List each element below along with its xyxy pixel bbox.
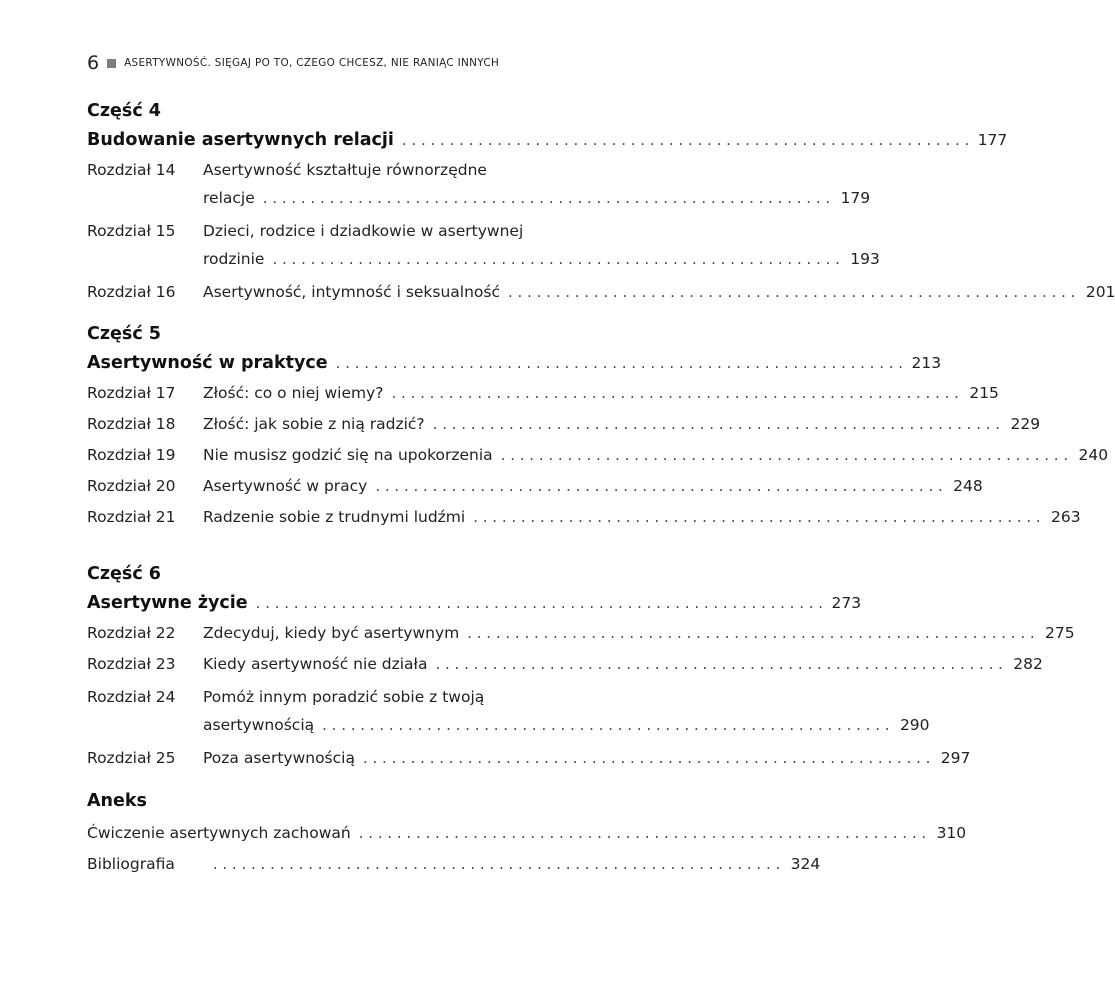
part-label: Część 5 — [87, 324, 161, 344]
part-page-number: 213 — [911, 354, 942, 372]
annex-entry — [87, 849, 821, 880]
part-label: Część 6 — [87, 564, 161, 584]
chapter-title-line — [203, 155, 870, 186]
chapter-title-line — [203, 471, 983, 502]
chapter-title-continued: rodzinie — [203, 250, 265, 268]
chapter-page-number: 290 — [899, 716, 930, 734]
chapter-entry — [87, 216, 880, 271]
chapter-page-number: 179 — [840, 189, 871, 207]
part-title-row — [87, 348, 942, 378]
chapter-label: Rozdział 15 — [87, 222, 176, 240]
dot-leader — [473, 502, 1040, 533]
chapter-title: Zdecyduj, kiedy być asertywnym — [203, 624, 460, 642]
annex-entry-title: Bibliografia — [87, 855, 175, 873]
running-header — [87, 52, 499, 74]
chapter-title-line — [203, 277, 1115, 308]
part-title-row — [87, 588, 862, 618]
chapter-page-number: 282 — [1013, 655, 1043, 673]
chapter-entry — [87, 743, 971, 774]
chapter-label: Rozdział 14 — [87, 161, 176, 179]
chapter-body — [203, 440, 1108, 471]
part-6-section — [87, 560, 1075, 774]
annex-entry — [87, 818, 967, 849]
chapter-page-number: 215 — [969, 384, 999, 402]
chapter-title-line — [203, 378, 999, 409]
part-title: Asertywne życie — [87, 593, 248, 613]
chapter-title-line — [203, 713, 930, 737]
chapter-label: Rozdział 16 — [87, 283, 176, 301]
chapter-entry — [87, 440, 1109, 471]
part-title-row — [87, 125, 1008, 155]
chapter-title: Poza asertywnością — [203, 749, 355, 767]
chapter-title: Złość: co o niej wiemy? — [203, 384, 384, 402]
part-label: Część 4 — [87, 101, 161, 121]
dot-leader — [213, 849, 780, 880]
chapter-title-line — [203, 618, 1075, 649]
chapter-title-line — [203, 409, 1040, 440]
chapter-label: Rozdział 20 — [87, 477, 176, 495]
chapter-entry — [87, 409, 1041, 440]
chapter-title-line — [203, 216, 880, 247]
chapter-entry — [87, 471, 983, 502]
dot-leader — [363, 743, 930, 774]
square-bullet-icon — [107, 59, 116, 68]
chapter-title-line — [203, 247, 880, 271]
chapter-title: Asertywność w pracy — [203, 477, 368, 495]
dot-leader — [359, 818, 926, 849]
dot-leader — [272, 247, 839, 271]
chapter-entry — [87, 618, 1075, 649]
chapter-entry — [87, 155, 871, 210]
annex-page-number: 310 — [936, 824, 967, 842]
annex-section — [87, 786, 967, 880]
chapter-body — [203, 743, 970, 774]
dot-leader — [402, 125, 969, 155]
chapter-label: Rozdział 21 — [87, 508, 176, 526]
chapter-entry — [87, 277, 1115, 308]
chapter-page-number: 297 — [940, 749, 971, 767]
dot-leader — [501, 440, 1068, 471]
part-5-section — [87, 320, 1109, 533]
chapter-label: Rozdział 22 — [87, 624, 176, 642]
chapter-body — [203, 618, 1075, 649]
dot-leader — [435, 649, 1002, 680]
chapter-page-number: 275 — [1045, 624, 1075, 642]
chapter-title-line — [203, 502, 1081, 533]
dot-leader — [375, 471, 942, 502]
part-page-number: 177 — [977, 131, 1008, 149]
chapter-label: Rozdział 17 — [87, 384, 176, 402]
chapter-title: Asertywność kształtuje równorzędne — [203, 161, 487, 179]
chapter-title: Kiedy asertywność nie działa — [203, 655, 428, 673]
chapter-title-line — [203, 682, 930, 713]
chapter-title: Dzieci, rodzice i dziadkowie w asertywnej — [203, 222, 524, 240]
part-4-section — [87, 97, 1115, 308]
running-title: ASERTYWNOŚĆ. SIĘGAJ PO TO, CZEGO CHCESZ, NIE RANIĄC INNYCH — [124, 57, 500, 69]
chapter-title: Nie musisz godzić się na upokorzenia — [203, 446, 493, 464]
chapter-title: Radzenie sobie z trudnymi ludźmi — [203, 508, 466, 526]
chapter-page-number: 229 — [1010, 415, 1041, 433]
dot-leader — [256, 588, 823, 618]
chapter-label: Rozdział 19 — [87, 446, 176, 464]
chapter-body — [203, 649, 1043, 680]
chapter-page-number: 201 — [1085, 283, 1115, 301]
dot-leader — [322, 713, 889, 737]
chapter-body — [203, 471, 983, 502]
chapter-body — [203, 277, 1115, 308]
chapter-title: Złość: jak sobie z nią radzić? — [203, 415, 425, 433]
chapter-title: Pomóż innym poradzić sobie z twoją — [203, 688, 485, 706]
part-title: Asertywność w praktyce — [87, 353, 328, 373]
chapter-page-number: 248 — [953, 477, 983, 495]
part-page-number: 273 — [831, 594, 862, 612]
chapter-label: Rozdział 18 — [87, 415, 176, 433]
chapter-title-continued: relacje — [203, 189, 255, 207]
chapter-body — [203, 155, 870, 210]
chapter-title-line — [203, 649, 1043, 680]
annex-entry-title: Ćwiczenie asertywnych zachowań — [87, 824, 351, 842]
chapter-title-line — [203, 440, 1108, 471]
chapter-body — [203, 502, 1081, 533]
chapter-title: Asertywność, intymność i seksualność — [203, 283, 501, 301]
chapter-body — [203, 682, 930, 737]
chapter-body — [203, 216, 880, 271]
chapter-title-continued: asertywnością — [203, 716, 315, 734]
dot-leader — [263, 186, 830, 210]
dot-leader — [392, 378, 959, 409]
chapter-page-number: 193 — [850, 250, 880, 268]
annex-page-number: 324 — [790, 855, 821, 873]
part-title: Budowanie asertywnych relacji — [87, 130, 394, 150]
chapter-body — [203, 409, 1040, 440]
chapter-entry — [87, 502, 1081, 533]
page-number: 6 — [87, 52, 100, 74]
chapter-entry — [87, 682, 930, 737]
chapter-label: Rozdział 24 — [87, 688, 176, 706]
dot-leader — [336, 348, 903, 378]
chapter-page-number: 263 — [1051, 508, 1081, 526]
chapter-title-line — [203, 186, 870, 210]
dot-leader — [508, 277, 1075, 308]
dot-leader — [467, 618, 1034, 649]
annex-title: Aneks — [87, 791, 147, 811]
chapter-label: Rozdział 25 — [87, 749, 176, 767]
chapter-title-line — [203, 743, 970, 774]
chapter-entry — [87, 649, 1043, 680]
chapter-page-number: 240 — [1078, 446, 1109, 464]
chapter-label: Rozdział 23 — [87, 655, 176, 673]
chapter-body — [203, 378, 999, 409]
chapter-entry — [87, 378, 999, 409]
dot-leader — [433, 409, 1000, 440]
